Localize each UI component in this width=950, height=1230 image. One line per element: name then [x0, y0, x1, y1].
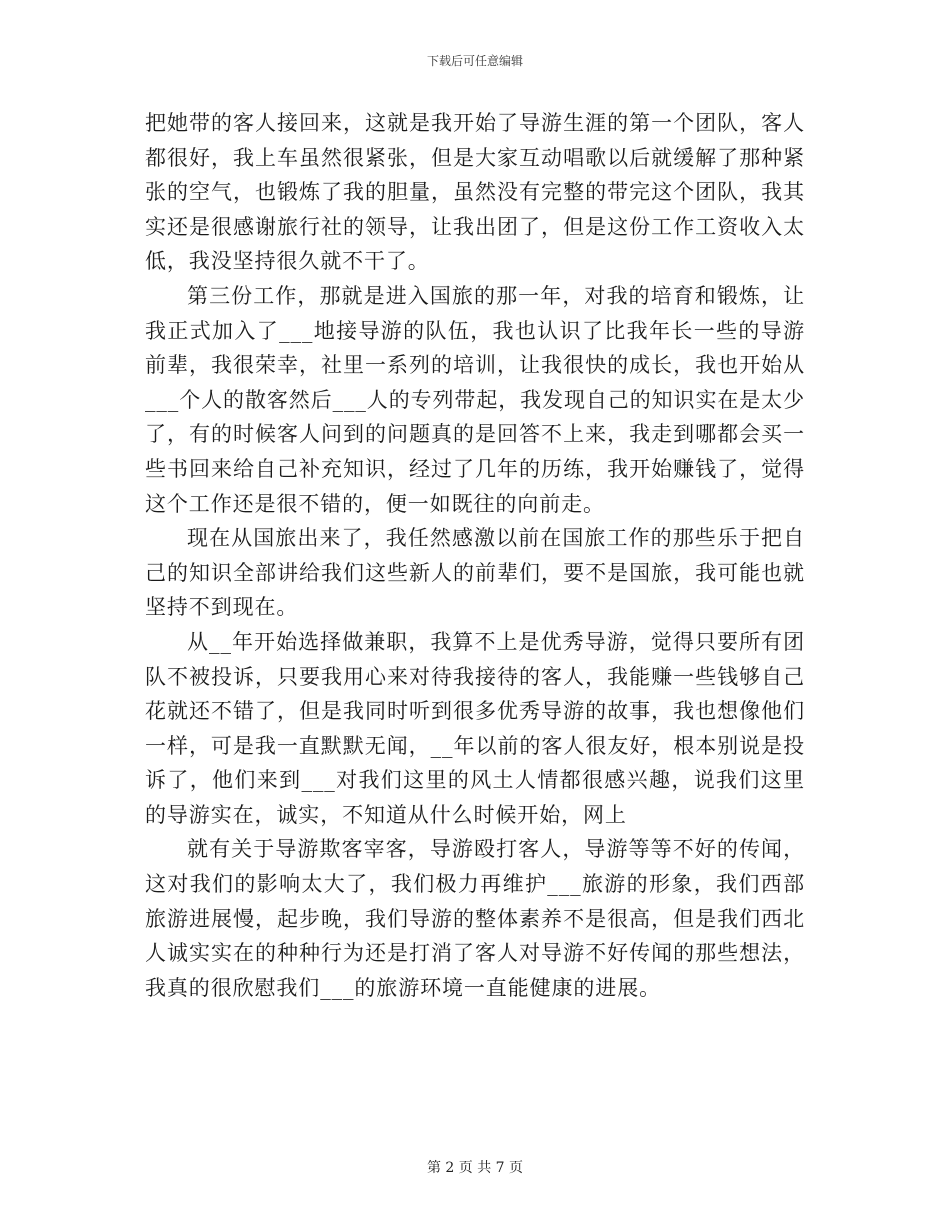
- paragraph-rumors: 就有关于导游欺客宰客，导游殴打客人，导游等等不好的传闻，这对我们的影响太大了，我们极力再维护___旅游的形象，我们西部旅游进展慢，起步晚，我们导游的整体素养不是很高，但是我们西北人诚实实在的种种行为还是打消了客人对导游不好传闻的那些想法，我真的很欣慰我们___的旅游环境一直能健康的进展。: [145, 837, 805, 1000]
- paragraph-left-cits: 现在从国旅出来了，我任然感激以前在国旅工作的那些乐于把自己的知识全部讲给我们这些新人的前辈们，要不是国旅，我可能也就坚持不到现在。: [145, 526, 805, 620]
- page-header-note: 下载后可任意编辑: [426, 54, 523, 68]
- paragraph-part-time: 从__年开始选择做兼职，我算不上是优秀导游，觉得只要所有团队不被投诉，只要我用心来对待我接待的客人，我能赚一些钱够自己花就还不错了，但是我同时听到很多优秀导游的故事，我也想像他们一样，可是我一直默默无闻，__年以前的客人很友好，根本别说是投诉了，他们来到___对我们这里的风土人情都很感兴趣，说我们这里的导游实在，诚实，不知道从什么时候开始，网上: [145, 629, 805, 827]
- document-body: [145, 106, 805, 1005]
- paragraph-third-job: 第三份工作，那就是进入国旅的那一年，对我的培育和锻炼，让我正式加入了___地接导游的队伍，我也认识了比我年长一些的导游前辈，我很荣幸，社里一系列的培训，让我很快的成长，我也开始从___个人的散客然后___人的专列带起，我发现自己的知识实在是太少了，有的时候客人问到的问题真的是回答不上来，我走到哪都会买一些书回来给自己补充知识，经过了几年的历练，我开始赚钱了，觉得这个工作还是很不错的，便一如既往的向前走。: [145, 283, 805, 516]
- paragraph-continuation: 把她带的客人接回来，这就是我开始了导游生涯的第一个团队，客人都很好，我上车虽然很紧张，但是大家互动唱歌以后就缓解了那种紧张的空气，也锻炼了我的胆量，虽然没有完整的带完这个团队，我其实还是很感谢旅行社的领导，让我出团了，但是这份工作工资收入太低，我没坚持很久就不干了。: [145, 111, 805, 274]
- page-number: 第 2 页 共 7 页: [426, 1160, 524, 1176]
